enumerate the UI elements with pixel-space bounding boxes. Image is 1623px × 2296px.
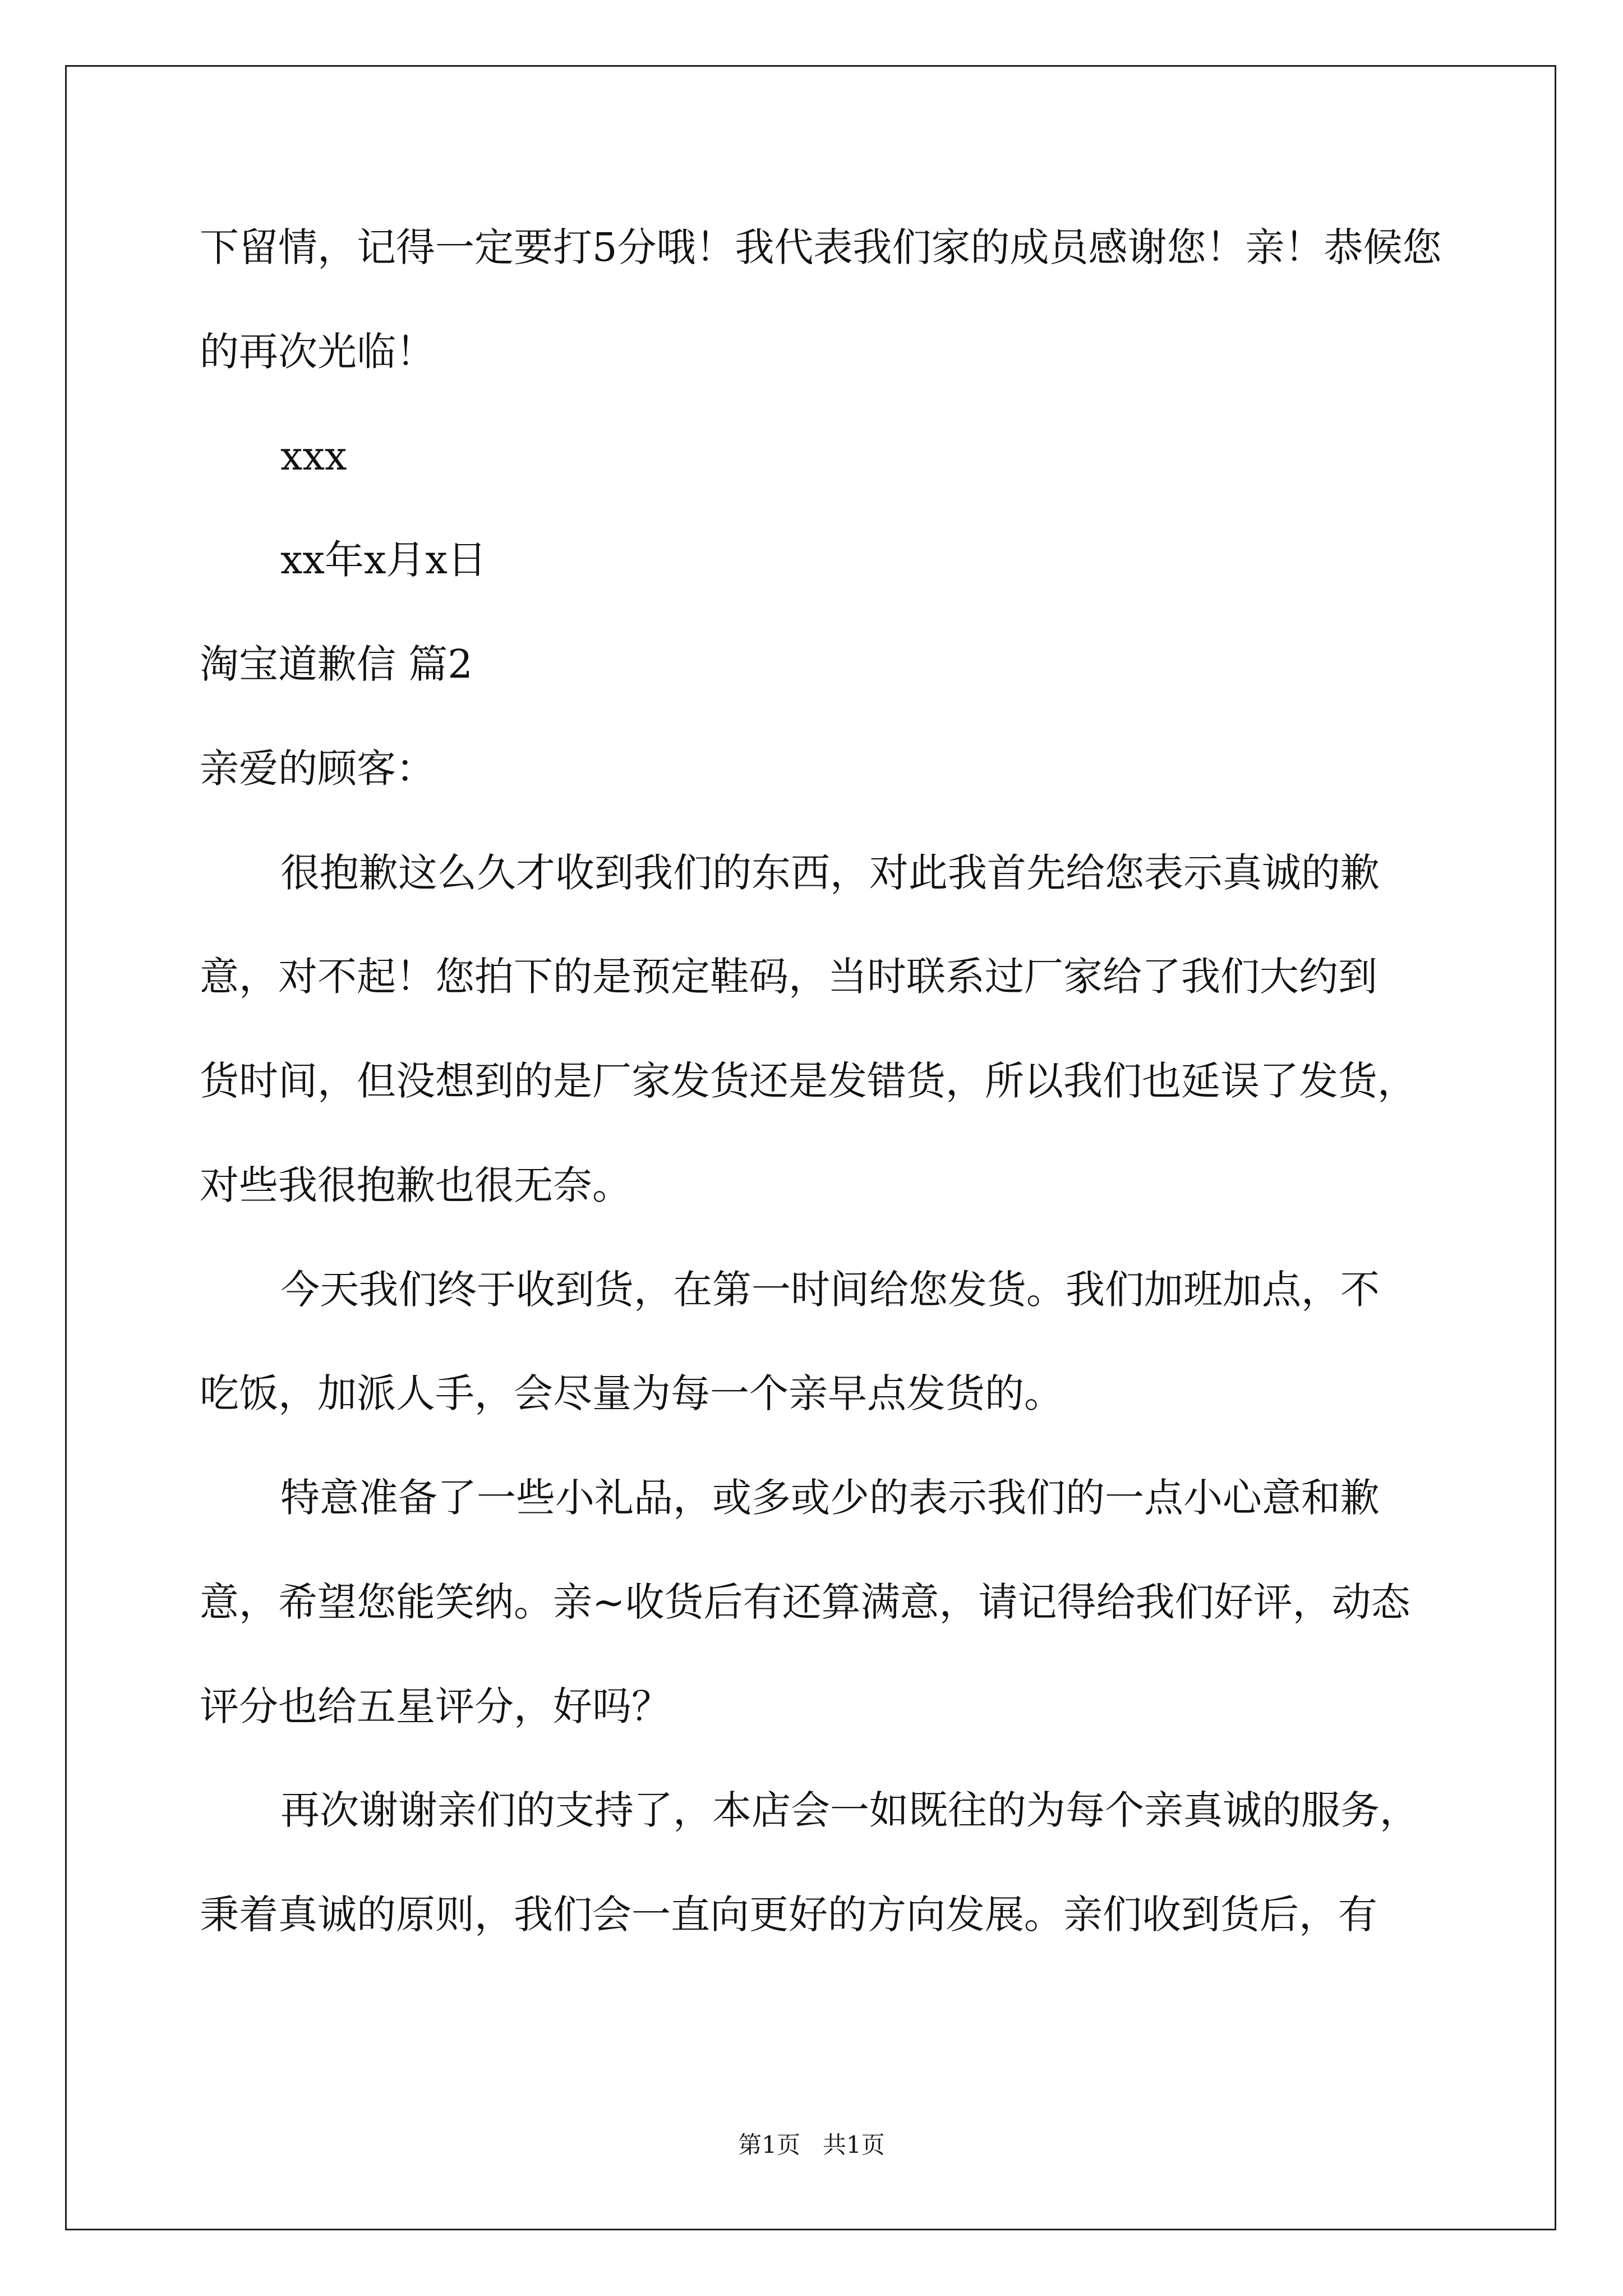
body-line-17: 秉着真诚的原则，我们会一直向更好的方向发展。亲们收到货后，有 — [200, 1892, 1377, 1938]
signature-date: xx年x月x日 — [280, 537, 487, 583]
body-line-15: 评分也给五星评分，好吗？ — [200, 1683, 671, 1729]
body-line-10: 对些我很抱歉也很无奈。 — [200, 1162, 631, 1208]
body-line-2: 的再次光临！ — [200, 329, 435, 375]
body-line-1: 下留情，记得一定要打5分哦！我代表我们家的成员感谢您！亲！恭候您 — [200, 224, 1442, 270]
body-line-12: 吃饭，加派人手，会尽量为每一个亲早点发货的。 — [200, 1370, 1063, 1416]
body-line-7: 很抱歉这么久才收到我们的东西，对此我首先给您表示真诚的歉 — [280, 850, 1380, 896]
page-number-current: 第1页 — [738, 2131, 800, 2159]
body-line-8: 意，对不起！您拍下的是预定鞋码，当时联系过厂家给了我们大约到 — [200, 954, 1377, 1000]
section-heading: 淘宝道歉信 篇2 — [200, 641, 473, 687]
signature-name: xxx — [280, 433, 347, 479]
salutation: 亲爱的顾客： — [200, 746, 435, 792]
page-footer — [0, 2129, 1623, 2161]
page-number-total: 共1页 — [823, 2131, 885, 2159]
body-line-13: 特意准备了一些小礼品，或多或少的表示我们的一点小心意和歉 — [280, 1475, 1380, 1521]
body-line-11: 今天我们终于收到货，在第一时间给您发货。我们加班加点，不 — [280, 1267, 1380, 1313]
body-line-16: 再次谢谢亲们的支持了，本店会一如既往的为每个亲真诚的服务， — [280, 1787, 1419, 1833]
body-line-14: 意，希望您能笑纳。亲~收货后有还算满意，请记得给我们好评，动态 — [200, 1579, 1410, 1625]
body-line-9: 货时间，但没想到的是厂家发货还是发错货，所以我们也延误了发货， — [200, 1058, 1417, 1104]
